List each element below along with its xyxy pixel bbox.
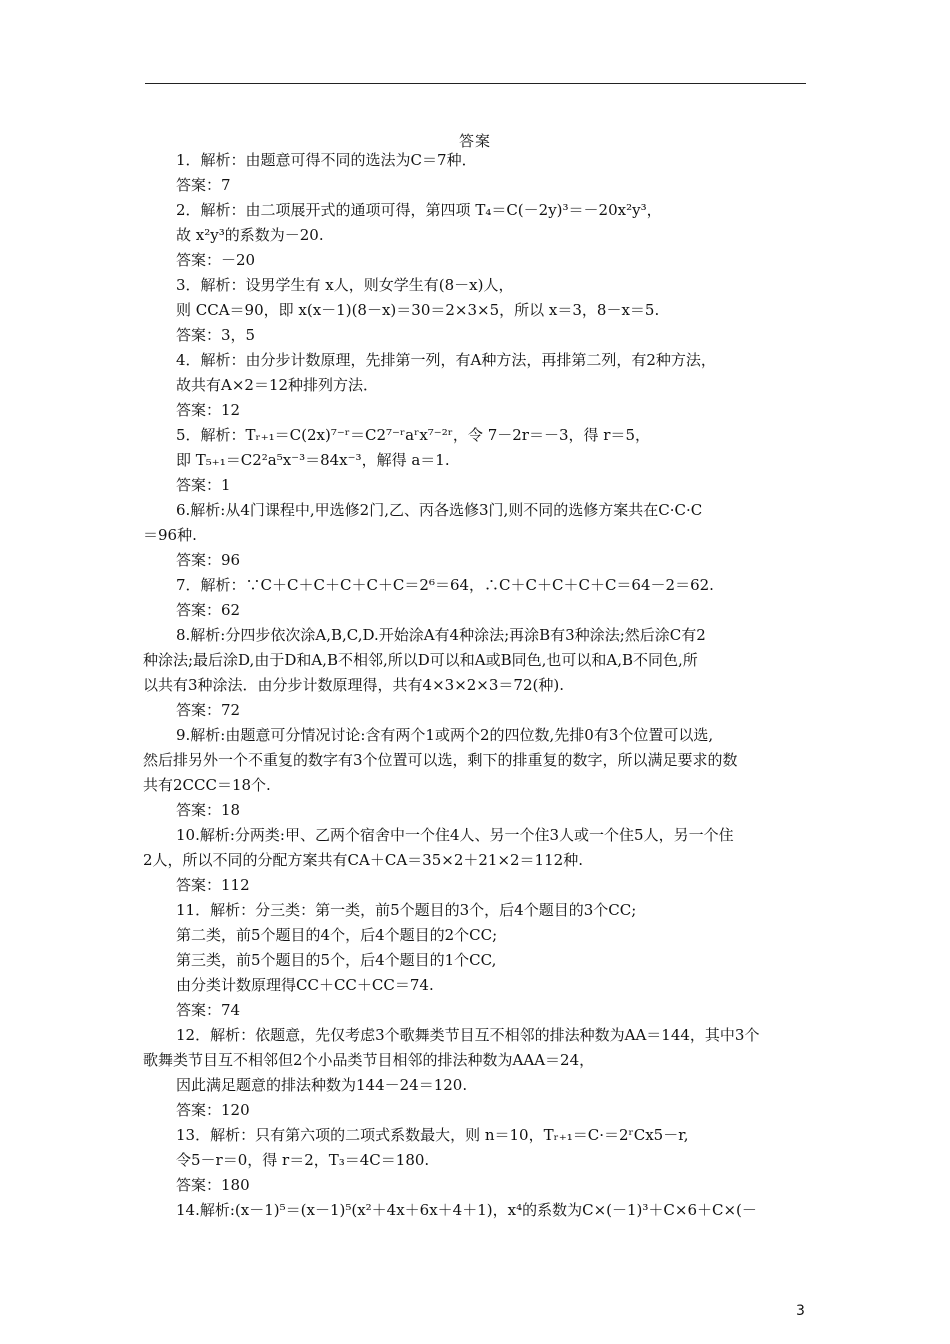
- line-17: 答案：96: [176, 551, 241, 569]
- line-34: 由分类计数原理得CC＋CC＋CC＝74.: [176, 976, 434, 994]
- line-13: 即 T₅₊₁＝C2²a⁵x⁻³＝84x⁻³，解得 a＝1.: [176, 451, 450, 469]
- line-19: 答案：62: [176, 601, 241, 619]
- line-27: 答案：18: [176, 801, 241, 819]
- line-04: 故 x²y³的系数为－20.: [176, 226, 324, 244]
- page-title: 答案: [458, 132, 491, 150]
- line-02: 答案：7: [176, 176, 231, 194]
- header-rule: [145, 83, 806, 84]
- line-38: 因此满足题意的排法种数为144－24＝120.: [176, 1076, 468, 1094]
- line-10: 故共有A×2＝12种排列方法．: [176, 376, 379, 394]
- line-08: 答案：3，5: [176, 326, 256, 344]
- line-06: 3．解析：设男学生有 x人，则女学生有(8－x)人，: [176, 276, 514, 294]
- line-11: 答案：12: [176, 401, 241, 419]
- line-28: 10.解析:分两类:甲、乙两个宿舍中一个住4人、另一个住3人或一个住5人，另一个住: [176, 826, 734, 844]
- line-37: 歌舞类节目互不相邻但2个小品类节目相邻的排法种数为AAA＝24，: [143, 1051, 595, 1069]
- line-05: 答案：－20: [176, 251, 256, 269]
- line-35: 答案：74: [176, 1001, 241, 1019]
- line-40: 13．解析：只有第六项的二项式系数最大，则 n＝10，Tᵣ₊₁＝C·＝2ʳCx5－r,: [176, 1126, 689, 1144]
- line-12: 5．解析：Tᵣ₊₁＝C(2x)⁷⁻ʳ＝C2⁷⁻ʳaʳx⁷⁻²ʳ，令 7－2r＝－3，得 r＝5，: [176, 426, 650, 444]
- line-01: 1．解析：由题意可得不同的选法为C＝7种．: [176, 151, 477, 169]
- line-25: 然后排另外一个不重复的数字有3个位置可以选，剩下的排重复的数字，所以满足要求的数: [143, 751, 738, 769]
- line-39: 答案：120: [176, 1101, 250, 1119]
- line-24: 9.解析:由题意可分情况讨论:含有两个1或两个2的四位数,先排0有3个位置可以选,: [176, 726, 714, 744]
- line-42: 答案：180: [176, 1176, 250, 1194]
- line-43: 14.解析:(x－1)⁵＝(x－1)⁵(x²＋4x＋6x＋4＋1)，x⁴的系数为C×(－1)³＋C×6＋C×(－: [176, 1201, 757, 1219]
- line-33: 第三类，前5个题目的5个，后4个题目的1个CC,: [176, 951, 497, 969]
- line-03: 2．解析：由二项展开式的通项可得，第四项 T₄＝C(－2y)³＝－20x²y³，: [176, 201, 662, 219]
- line-23: 答案：72: [176, 701, 241, 719]
- line-22: 以共有3种涂法．由分步计数原理得，共有4×3×2×3＝72(种).: [143, 676, 564, 694]
- line-31: 11．解析：分三类：第一类，前5个题目的3个，后4个题目的3个CC;: [176, 901, 637, 919]
- line-36: 12．解析：依题意，先仅考虑3个歌舞类节目互不相邻的排法种数为AA＝144，其中3个: [176, 1026, 760, 1044]
- line-41: 令5－r＝0，得 r＝2，T₃＝4C＝180.: [176, 1151, 430, 1169]
- line-15: 6.解析:从4门课程中,甲选修2门,乙、丙各选修3门,则不同的选修方案共在C·C·C: [176, 501, 703, 519]
- line-29: 2人，所以不同的分配方案共有CA＋CA＝35×2＋21×2＝112种.: [143, 851, 583, 869]
- line-18: 7．解析：∵C＋C＋C＋C＋C＋C＝2⁶＝64，∴C＋C＋C＋C＋C＝64－2＝62.: [176, 576, 714, 594]
- line-07: 则 CCA＝90，即 x(x－1)(8－x)＝30＝2×3×5，所以 x＝3，8－x＝5.: [176, 301, 660, 319]
- page-number: 3: [796, 1303, 805, 1319]
- line-14: 答案：1: [176, 476, 231, 494]
- line-32: 第二类，前5个题目的4个，后4个题目的2个CC;: [176, 926, 498, 944]
- line-26: 共有2CCC＝18个.: [143, 776, 271, 794]
- line-16: ＝96种.: [143, 526, 197, 544]
- line-09: 4．解析：由分步计数原理，先排第一列，有A种方法，再排第二列，有2种方法，: [176, 351, 716, 369]
- line-30: 答案：112: [176, 876, 250, 894]
- line-20: 8.解析:分四步依次涂A,B,C,D.开始涂A有4种涂法;再涂B有3种涂法;然后涂C有2: [176, 626, 706, 644]
- line-21: 种涂法;最后涂D,由于D和A,B不相邻,所以D可以和A或B同色,也可以和A,B不同色,所: [143, 651, 698, 669]
